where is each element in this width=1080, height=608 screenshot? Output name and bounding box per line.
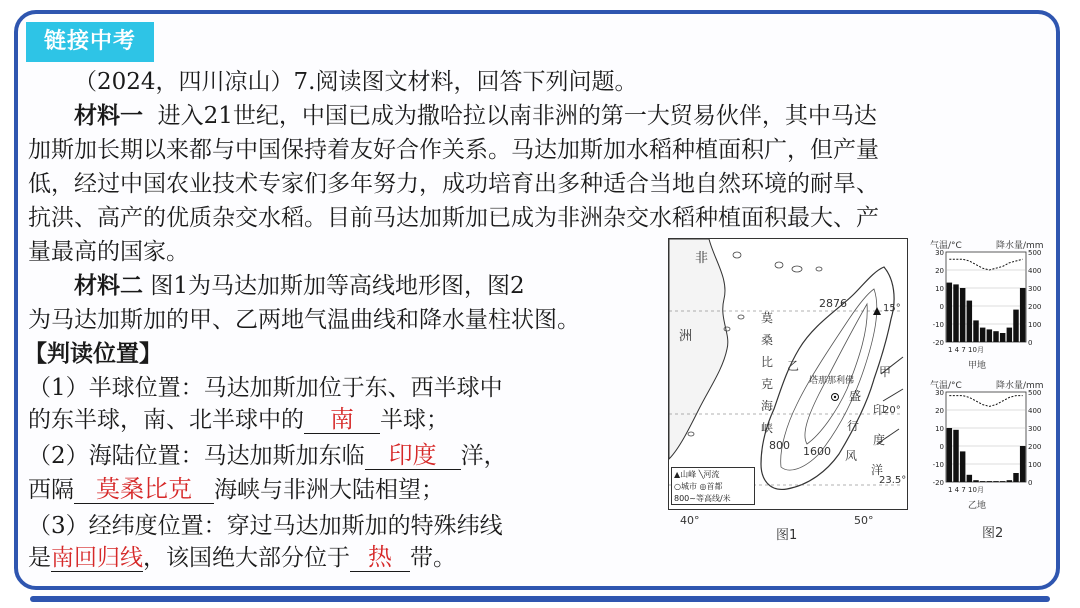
jia-temp-tick: 10 — [935, 285, 944, 293]
jia-precip-tick: 300 — [1028, 285, 1042, 293]
map-label-ocean3: 洋 — [871, 463, 884, 477]
yi-precip-bar — [993, 481, 998, 482]
map-label-jia: 甲 — [879, 365, 892, 379]
jia-precip-bar — [967, 301, 972, 342]
q1-text-post: 半球； — [380, 407, 449, 433]
map-label-wind2: 行 — [847, 419, 860, 433]
material2-text: 图1为马达加斯加等高线地形图，图2 — [150, 273, 525, 299]
fig2-temp-label-bottom: 气温/°C — [930, 381, 962, 391]
material1-line2: 加斯加长期以来都与中国保持着友好合作关系。马达加斯加水稻种植面积广，但产量 — [28, 137, 879, 163]
map-label-moz6: 峡 — [761, 421, 774, 435]
yi-precip-bar — [1020, 446, 1025, 482]
yi-precip-bar — [973, 480, 978, 482]
jia-precip-tick: 500 — [1028, 249, 1042, 257]
jia-temp-tick: 20 — [935, 267, 944, 275]
legend-peak: ▲山峰 — [674, 470, 697, 479]
q2-line1 — [28, 440, 507, 472]
yi-precip-tick: 500 — [1028, 389, 1042, 397]
jia-temp-tick: -20 — [932, 339, 944, 347]
jia-precip-bar — [960, 288, 965, 342]
yi-precip-bar — [967, 475, 972, 482]
fig2-precip-label-top: 降水量/mm — [996, 241, 1044, 251]
yi-temp-tick: 0 — [939, 443, 944, 451]
jia-precip-bar — [1020, 288, 1025, 342]
map-label-yi: 乙 — [787, 359, 800, 373]
fig2-precip-label-bottom: 降水量/mm — [996, 381, 1044, 391]
map-label-moz2: 桑 — [761, 333, 774, 347]
section-tag: 链接中考 — [26, 22, 154, 62]
material2-label: 材料二 — [74, 272, 143, 299]
q1-text: 的东半球，南、北半球中的 — [28, 407, 304, 433]
jia-precip-bar — [980, 328, 985, 342]
fig2-yi-name: 乙地 — [968, 501, 987, 511]
material1-text: 进入21世纪，中国已成为撒哈拉以南非洲的第一大贸易伙伴，其中马达 — [157, 103, 877, 129]
jia-precip-bar — [947, 283, 952, 342]
legend-city: ○城市 — [674, 482, 697, 491]
map-label-lat20: 20° — [883, 405, 901, 416]
map-label-lat15: 15° — [883, 303, 901, 314]
yi-precip-bar — [980, 481, 985, 482]
q1-line1: （1）半球位置：马达加斯加位于东、西半球中 — [28, 375, 503, 401]
q1-answer: 南 — [304, 405, 380, 434]
map-label-800: 800 — [769, 439, 790, 452]
jia-precip-tick: 0 — [1028, 339, 1033, 347]
map-label-ocean2: 度 — [873, 433, 886, 447]
yi-temp-tick: 30 — [935, 389, 944, 397]
fig2-jia-name: 甲地 — [968, 361, 987, 371]
map-label-moz3: 比 — [761, 355, 774, 369]
map-label-lat235: 23.5° — [879, 475, 907, 486]
jia-precip-bar — [987, 329, 992, 342]
material1-label: 材料一 — [74, 102, 143, 129]
map-label-ocean1: 印 — [873, 403, 886, 417]
q2-text2-post: 海峡与非洲大陆相望； — [214, 477, 444, 503]
legend-river: ╲河流 — [698, 470, 720, 479]
map-label-moz4: 克 — [761, 377, 774, 391]
yi-precip-bar — [960, 451, 965, 482]
yi-precip-tick: 400 — [1028, 407, 1042, 415]
q3-line2 — [28, 542, 456, 574]
question-header: （2024，四川凉山）7.阅读图文材料，回答下列问题。 — [74, 69, 638, 95]
yi-temp-tick: 20 — [935, 407, 944, 415]
q1-line2 — [28, 404, 449, 436]
q2-line2 — [28, 474, 444, 506]
q3-line1: （3）经纬度位置：穿过马达加斯加的特殊纬线 — [28, 513, 503, 539]
map-label-wind3: 风 — [845, 449, 858, 463]
section-title: 【判读位置】 — [24, 340, 162, 367]
map-label-peak: 2876 — [819, 297, 847, 310]
map-label-wind1: 盛 — [849, 389, 862, 403]
jia-precip-bar — [1007, 328, 1012, 342]
figure1-caption: 图1 — [776, 528, 798, 543]
yi-precip-bar — [1000, 481, 1005, 482]
legend-capital: ◎首都 — [699, 482, 723, 491]
yi-precip-bar — [987, 481, 992, 482]
jia-precip-bar — [1013, 310, 1018, 342]
q3-text-mid: ，该国绝大部分位于 — [143, 545, 350, 571]
yi-precip-bar — [947, 428, 952, 482]
jia-precip-bar — [993, 331, 998, 342]
q2-text2: 西隔 — [28, 477, 74, 503]
q2-text-post: 洋， — [460, 443, 507, 469]
jia-temp-tick: -10 — [932, 321, 944, 329]
map-label-capital: 塔那那利佛 — [809, 376, 855, 386]
yi-precip-tick: 0 — [1028, 479, 1033, 487]
q2-text: （2）海陆位置：马达加斯加东临 — [28, 443, 365, 469]
material1-line1 — [28, 100, 877, 132]
material2-line2: 为马达加斯加的甲、乙两地气温曲线和降水量柱状图。 — [28, 307, 580, 333]
yi-temp-tick: -10 — [932, 461, 944, 469]
map-label-moz1: 莫 — [761, 311, 774, 325]
climate-chart-yi — [928, 388, 1048, 500]
jia-temp-tick: 0 — [939, 303, 944, 311]
yi-precip-bar — [953, 430, 958, 482]
slide-bottom-bar — [30, 596, 1050, 602]
material1-line4: 抗洪、高产的优质杂交水稻。目前马达加斯加已成为非洲杂交水稻种植面积最大、产 — [28, 205, 879, 231]
yi-precip-bar — [1013, 473, 1018, 482]
yi-temp-tick: 10 — [935, 425, 944, 433]
material1-line3: 低，经过中国农业技术专家们多年努力，成功培育出多种适合当地自然环境的耐旱、 — [28, 171, 879, 197]
jia-precip-tick: 200 — [1028, 303, 1042, 311]
legend-contour: 800~等高线/米 — [674, 494, 731, 503]
map-label-africa1: 非 — [695, 251, 709, 266]
q3-answer1: 南回归线 — [51, 545, 143, 571]
yi-precip-tick: 200 — [1028, 443, 1042, 451]
q2-answer2: 莫桑比克 — [74, 475, 214, 504]
map-label-1600: 1600 — [803, 445, 831, 458]
figure1-map — [668, 238, 908, 510]
map-label-lon40: 40° — [680, 514, 700, 527]
jia-precip-bar — [973, 320, 978, 342]
jia-temp-tick: 30 — [935, 249, 944, 257]
yi-precip-tick: 300 — [1028, 425, 1042, 433]
map-legend — [671, 467, 755, 505]
q2-answer1: 印度 — [365, 441, 461, 470]
material2-line1 — [28, 270, 525, 302]
map-label-lon50: 50° — [854, 514, 874, 527]
yi-precip-bar — [1007, 480, 1012, 482]
figure2-caption: 图2 — [982, 526, 1004, 541]
map-label-moz5: 海 — [761, 399, 774, 413]
fig2-temp-label-top: 气温/°C — [930, 241, 962, 251]
jia-month-labels: 1 4 7 10月 — [948, 346, 984, 354]
yi-precip-tick: 100 — [1028, 461, 1042, 469]
q3-text: 是 — [28, 545, 51, 571]
jia-precip-tick: 400 — [1028, 267, 1042, 275]
q3-answer2: 热 — [350, 543, 410, 572]
material1-line5: 量最高的国家。 — [28, 239, 189, 265]
q3-text-post: 带。 — [410, 545, 456, 571]
climate-chart-jia — [928, 248, 1048, 360]
map-label-africa2: 洲 — [679, 329, 693, 344]
jia-precip-bar — [953, 284, 958, 342]
jia-precip-bar — [1000, 333, 1005, 342]
yi-month-labels: 1 4 7 10月 — [948, 486, 984, 494]
yi-temp-tick: -20 — [932, 479, 944, 487]
jia-precip-tick: 100 — [1028, 321, 1042, 329]
